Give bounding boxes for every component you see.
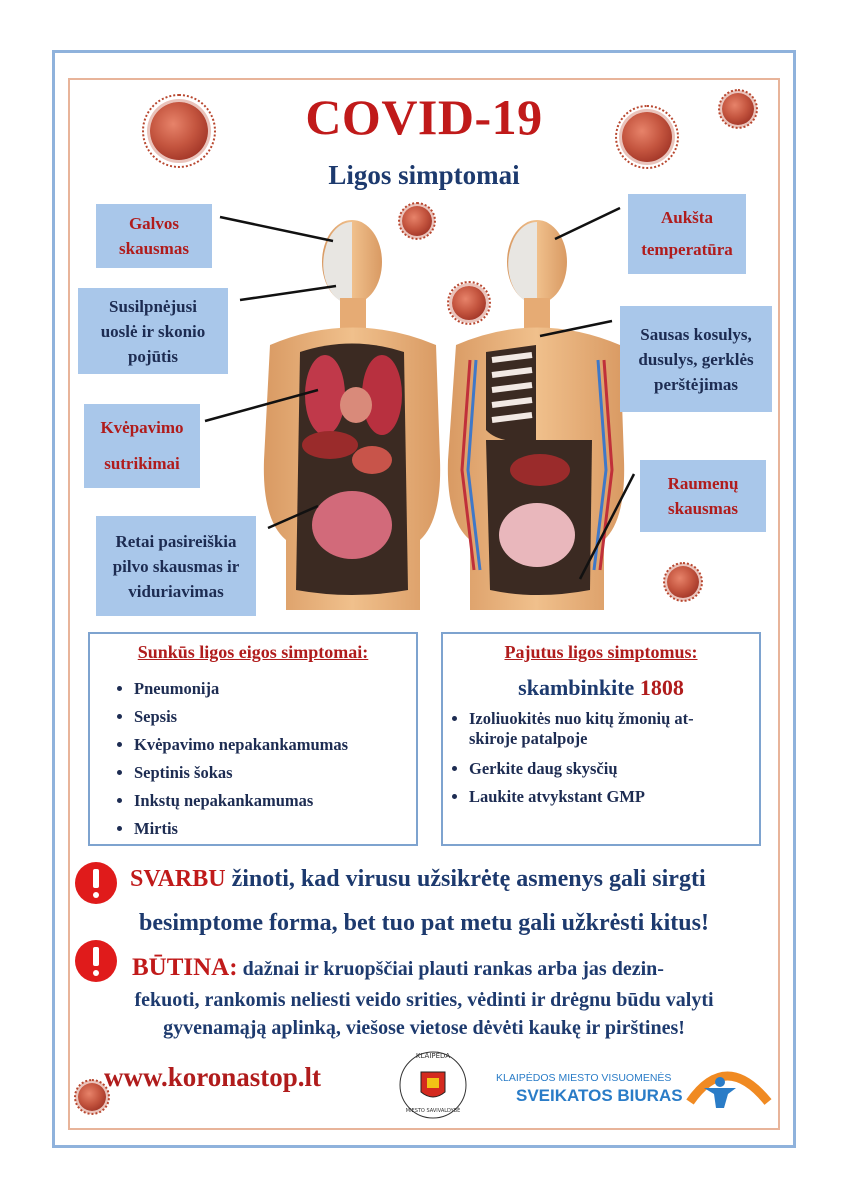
call-text: skambinkite bbox=[518, 675, 635, 700]
severe-symptoms-box bbox=[88, 632, 418, 846]
hotline-number: 1808 bbox=[639, 675, 684, 700]
label-smell-taste: Susilpnėjusi uoslė ir skonio pojūtis bbox=[78, 288, 228, 374]
city-seal-logo bbox=[398, 1050, 468, 1120]
label-fever: Aukšta temperatūra bbox=[628, 194, 746, 274]
page-subtitle: Ligos simptomai bbox=[328, 160, 520, 190]
important-keyword: SVARBU bbox=[130, 866, 226, 892]
website-link[interactable]: www.koronastop.lt bbox=[104, 1062, 322, 1092]
required-line-3: gyvenamąją aplinką, viešose vietose dėvėti kaukę ir pirštines! bbox=[163, 1017, 685, 1039]
important-line-1 bbox=[130, 866, 706, 893]
important-line-2: besimptome forma, bet tuo pat metu gali užkrėsti kitus! bbox=[139, 910, 709, 936]
city-logo-top-text: KLAIPĖDA bbox=[415, 1052, 451, 1060]
virus-icon bbox=[78, 1083, 106, 1111]
left-torso bbox=[264, 220, 440, 610]
label-muscle: Raumenų skausmas bbox=[640, 460, 766, 532]
label-abdominal: Retai pasireiškia pilvo skausmas ir viduriavimas bbox=[96, 516, 256, 616]
warning-icon bbox=[75, 940, 117, 982]
list-item: • Izoliuokitės nuo kitų žmonių at- skiroje patalpoje bbox=[469, 709, 759, 749]
bureau-line-2: SVEIKATOS BIURAS bbox=[516, 1086, 683, 1105]
list-item: • Mirtis bbox=[134, 815, 416, 843]
bureau-line-1: KLAIPĖDOS MIESTO VISUOMENĖS bbox=[496, 1072, 672, 1084]
action-heading: Pajutus ligos simptomus: bbox=[504, 642, 698, 662]
required-line-1 bbox=[132, 954, 664, 982]
list-item: • Sepsis bbox=[134, 703, 416, 731]
right-torso bbox=[448, 220, 624, 610]
required-line-2: fekuoti, rankomis neliesti veido srities, vėdinti ir drėgnu būdu valyti bbox=[134, 989, 714, 1011]
call-line bbox=[443, 675, 759, 701]
severe-symptoms-list bbox=[90, 675, 416, 843]
list-item: • Kvėpavimo nepakankamumas bbox=[134, 731, 416, 759]
severe-symptoms-heading: Sunkūs ligos eigos simptomai: bbox=[137, 642, 369, 662]
warning-icon bbox=[75, 862, 117, 904]
label-cough: Sausas kosulys, dusulys, gerklės perštėjimas bbox=[620, 306, 772, 412]
action-list bbox=[443, 709, 759, 811]
page-title: COVID-19 bbox=[305, 89, 543, 145]
required-text-1: dažnai ir kruopščiai plauti rankas arba jas dezin- bbox=[237, 958, 664, 980]
list-item: • Gerkite daug skysčių bbox=[469, 755, 759, 783]
bureau-logo bbox=[496, 1058, 776, 1110]
list-item: • Laukite atvykstant GMP bbox=[469, 783, 759, 811]
list-item: • Septinis šokas bbox=[134, 759, 416, 787]
required-keyword: BŪTINA: bbox=[132, 954, 238, 981]
action-box bbox=[441, 632, 761, 846]
important-text-1: žinoti, kad virusu užsikrėtę asmenys gali sirgti bbox=[225, 866, 706, 892]
city-logo-bottom-text: MIESTO SAVIVALDYBĖ bbox=[405, 1108, 461, 1114]
list-item: • Pneumonija bbox=[134, 675, 416, 703]
label-headache: Galvos skausmas bbox=[96, 204, 212, 268]
list-item: • Inkstų nepakankamumas bbox=[134, 787, 416, 815]
label-breathing: Kvėpavimo sutrikimai bbox=[84, 404, 200, 488]
